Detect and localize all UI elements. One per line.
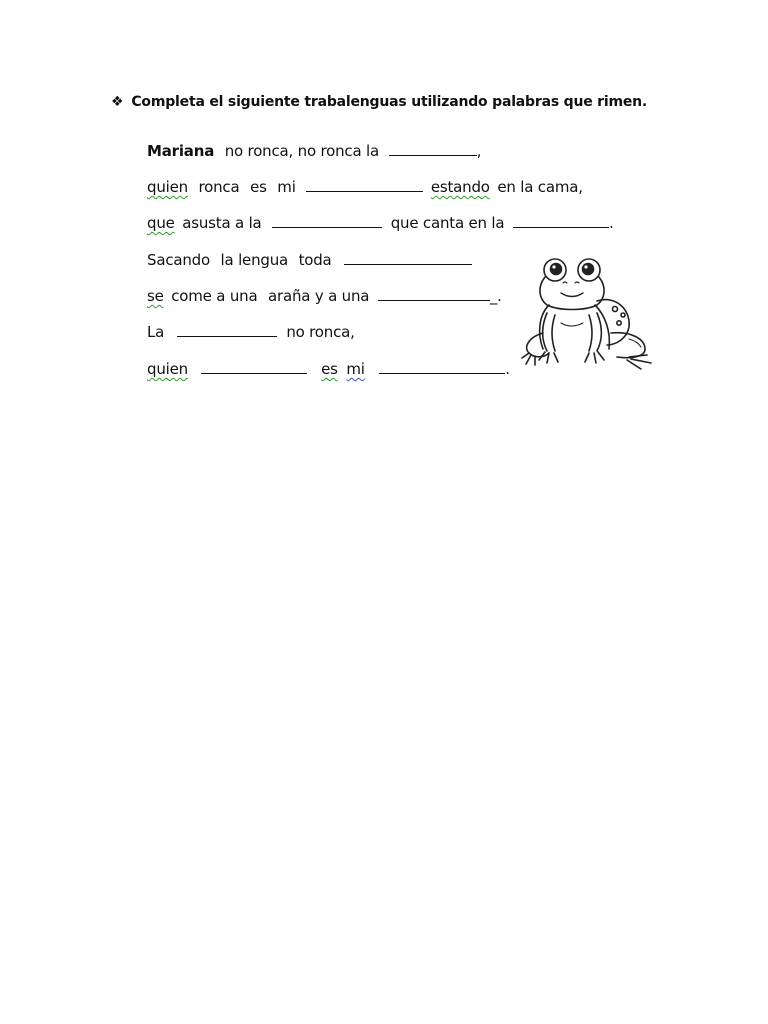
verse-text: asusta a la <box>182 214 262 232</box>
verse-line-6 <box>147 323 355 341</box>
verse-text: no ronca, <box>286 323 355 341</box>
verse-word: toda <box>298 251 332 269</box>
verse-punctuation: , <box>476 142 482 160</box>
verse-word: mi <box>346 360 365 378</box>
verse-word: mi <box>277 178 296 196</box>
verse-word: que <box>147 214 175 232</box>
answer-blank[interactable] <box>344 251 472 265</box>
verse-text: en la cama, <box>497 178 583 196</box>
verse-text: araña y a una <box>268 287 370 305</box>
answer-blank[interactable] <box>513 214 609 228</box>
verse-word: es <box>321 360 338 378</box>
verse-text: la lengua <box>220 251 288 269</box>
verse-punctuation: . <box>505 360 510 378</box>
verse-word: La <box>147 323 165 341</box>
verse-punctuation: _. <box>489 287 502 305</box>
verse-line-2 <box>147 178 583 196</box>
verse-word: es <box>250 178 267 196</box>
verse-line-1 <box>147 142 481 160</box>
verse-word: se <box>147 287 164 305</box>
verse-word: quien <box>147 360 188 378</box>
verse-text: que canta en la <box>390 214 505 232</box>
verse-word: Mariana <box>147 142 215 160</box>
answer-blank[interactable] <box>389 142 477 156</box>
verse-text: come a una <box>171 287 258 305</box>
answer-blank[interactable] <box>272 214 382 228</box>
diamond-bullet-icon: ❖ <box>111 94 124 110</box>
verse-text: no ronca, no ronca la <box>224 142 379 160</box>
answer-blank[interactable] <box>201 360 307 374</box>
instruction-text: Completa el siguiente trabalenguas utilizando palabras que rimen. <box>131 94 648 110</box>
answer-blank[interactable] <box>306 178 423 192</box>
answer-blank[interactable] <box>378 287 490 301</box>
verse-word: Sacando <box>147 251 210 269</box>
verse-word: ronca <box>198 178 240 196</box>
frog-illustration-icon <box>519 253 658 381</box>
verse-punctuation: . <box>608 214 614 232</box>
verse-line-3 <box>147 214 614 232</box>
answer-blank[interactable] <box>177 323 277 337</box>
worksheet-instruction <box>111 94 647 110</box>
verse-word: quien <box>147 178 188 196</box>
answer-blank[interactable] <box>379 360 505 374</box>
verse-line-4 <box>147 251 472 269</box>
verse-word: estando <box>430 178 490 196</box>
verse-line-5 <box>147 287 502 305</box>
verse-line-7 <box>147 360 510 378</box>
